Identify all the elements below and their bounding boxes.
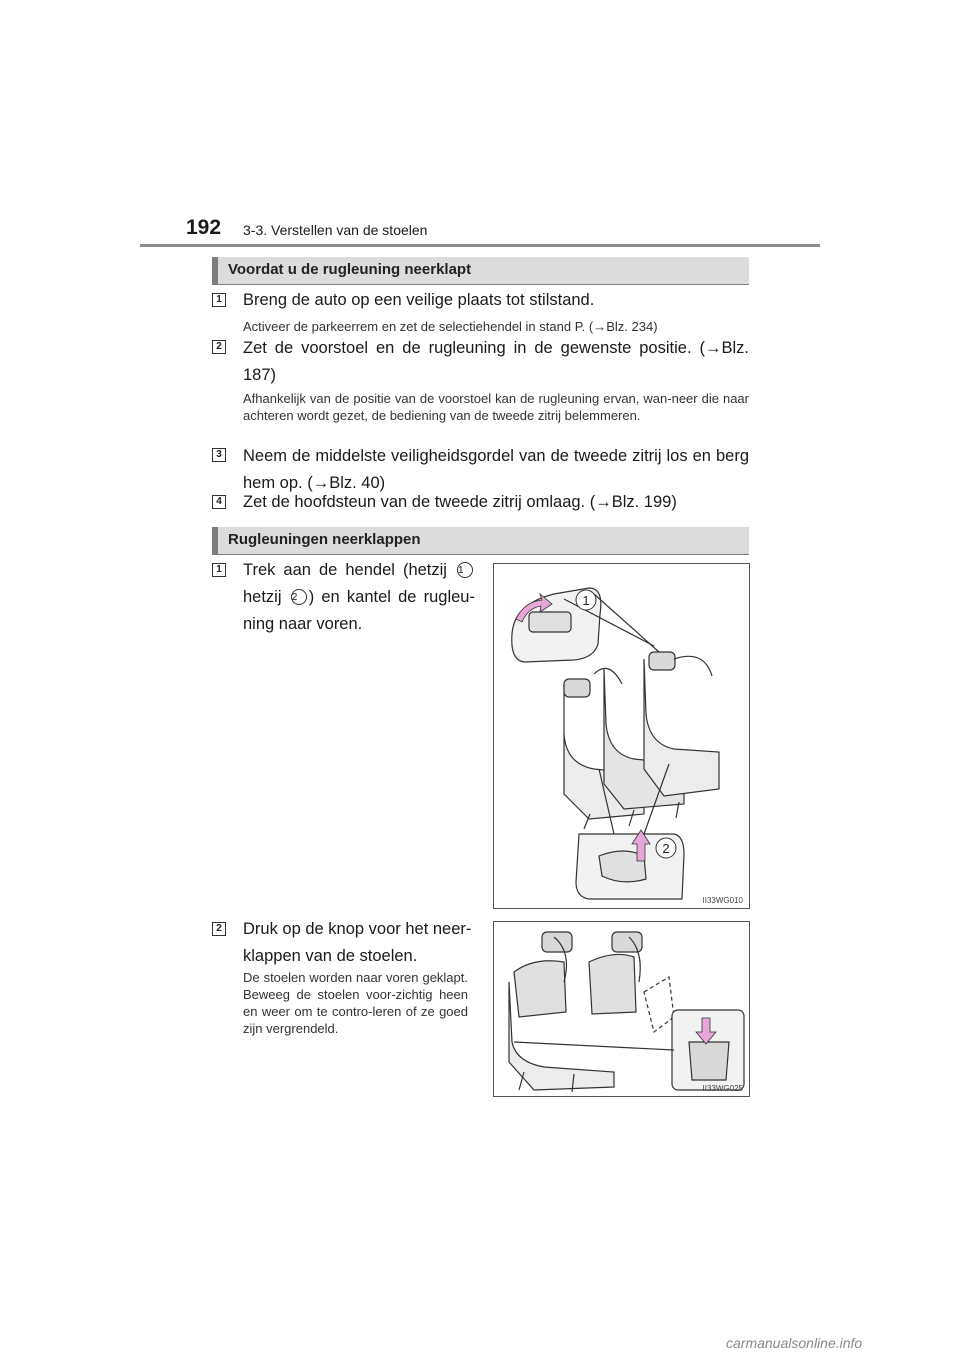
figure-code: II33WG010 — [702, 896, 743, 905]
page-number: 192 — [186, 216, 222, 239]
section-heading-before-folding — [212, 257, 749, 284]
section-title: Voordat u de rugleuning neerklapt — [228, 261, 472, 278]
callout-1: 1 — [582, 593, 590, 608]
ref-marker: 2 — [291, 589, 307, 605]
section-heading-fold-seatbacks — [212, 527, 749, 554]
step-title: Breng de auto op een veilige plaats tot stilstand. — [243, 291, 595, 309]
step-title: Neem de middelste veiligheidsgordel van de tweede zitrij los en berg hem op. (→Blz. 40) — [243, 447, 749, 492]
section-underline — [212, 284, 749, 285]
step-title: Zet de hoofdsteun van de tweede zitrij omlaag. (→Blz. 199) — [243, 493, 677, 511]
figure-fold-button — [493, 921, 750, 1097]
ref-marker: 1 — [457, 562, 473, 578]
callout-2: 2 — [662, 841, 670, 856]
figure-code: II33WG025 — [702, 1084, 743, 1093]
watermark: carmanualsonline.info — [726, 1335, 863, 1351]
step-title: Trek aan de hendel (hetzij 1 hetzij 2 ) en kantel de rugleu-ning naar voren. — [243, 561, 475, 633]
section-title: Rugleuningen neerklappen — [228, 531, 421, 548]
header-rule — [140, 244, 820, 247]
step-note: Afhankelijk van de positie van de voorstoel kan de rugleuning ervan, wan-neer die naar achteren wordt gezet, de bediening van de tweede zitrij belemmeren. — [243, 391, 749, 423]
step-title: Zet de voorstoel en de rugleuning in de gewenste positie. (→Blz. 187) — [243, 339, 749, 384]
step-note: Activeer de parkeerrem en zet de selectiehendel in stand P. (→Blz. 234) — [243, 319, 658, 334]
breadcrumb: 3-3. Verstellen van de stoelen — [243, 222, 428, 238]
step-note: De stoelen worden naar voren geklapt. Beweeg de stoelen voor-zichtig heen en weer om te contro-leren of ze goed zijn vergrendeld. — [243, 970, 468, 1036]
step-number-badge: 1 — [212, 563, 226, 577]
step-number-badge: 1 — [212, 293, 226, 307]
seat-lever-illustration — [494, 564, 749, 908]
step-number-badge: 2 — [212, 340, 226, 354]
step-number-badge: 3 — [212, 448, 226, 462]
step-number-badge: 2 — [212, 922, 226, 936]
figure-seat-levers — [493, 563, 750, 909]
seat-fold-illustration — [494, 922, 749, 1096]
step-title: Druk op de knop voor het neer-klappen van de stoelen. — [243, 920, 472, 965]
section-underline — [212, 554, 749, 555]
step-number-badge: 4 — [212, 495, 226, 509]
